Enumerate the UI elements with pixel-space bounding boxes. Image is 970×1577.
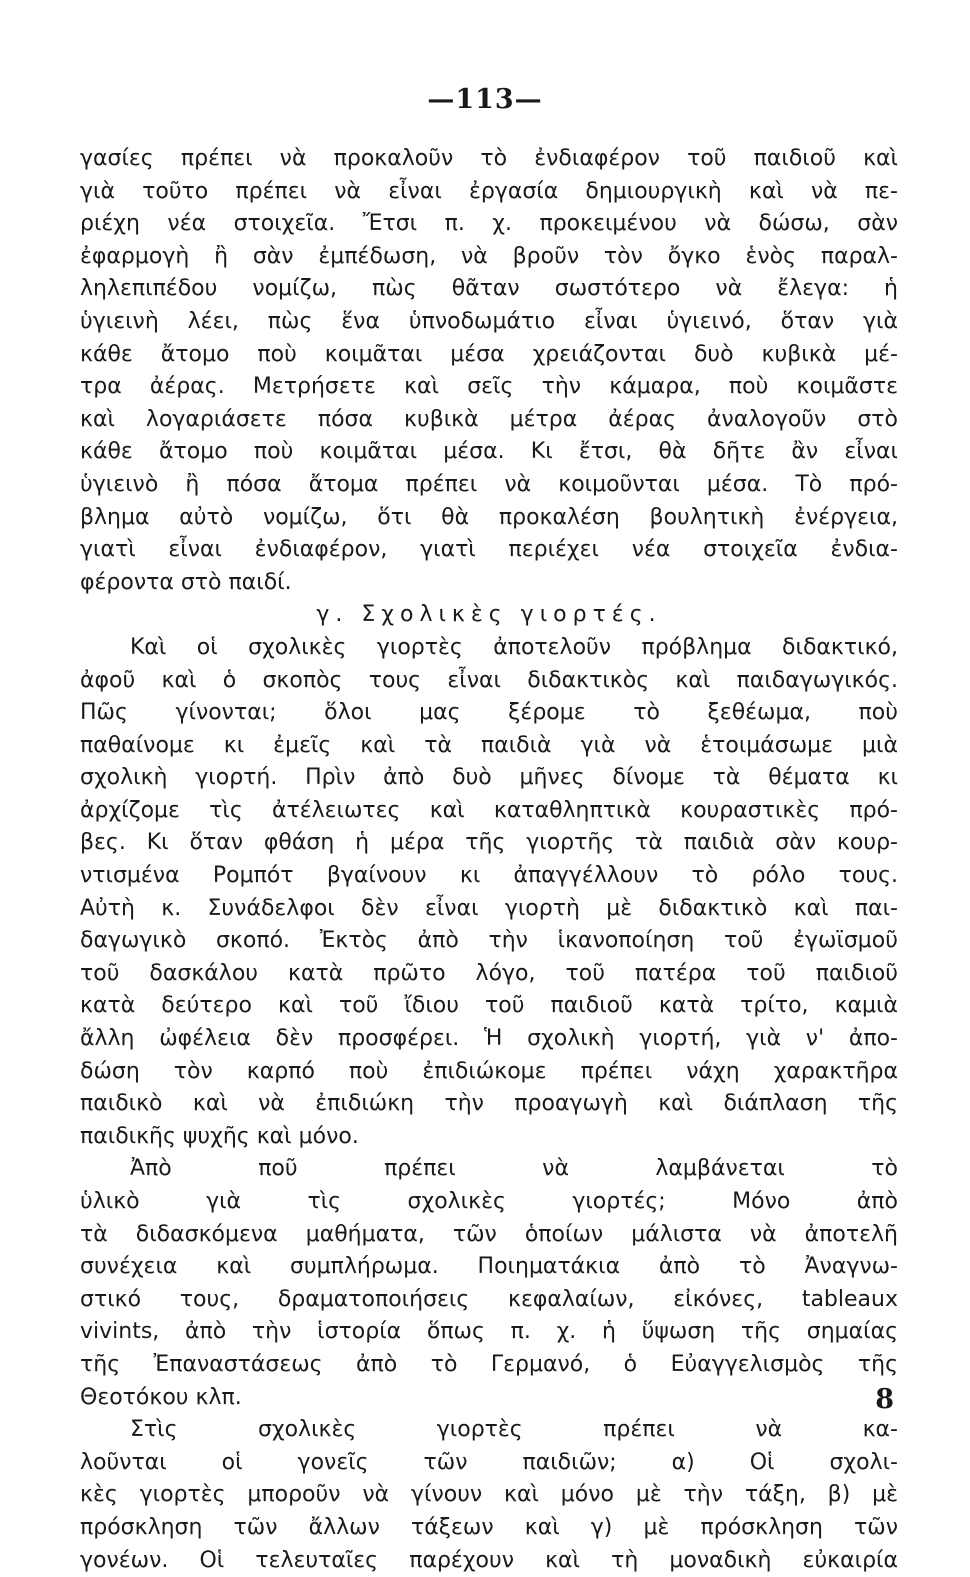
text-line: πρόσκληση τῶν ἄλλων τάξεων καὶ γ) μὲ πρόσκληση τῶν bbox=[80, 1514, 898, 1540]
text-line: συνέχεια καὶ συμπλήρωμα. Ποιηματάκια ἀπὸ τὸ Ἀναγνω- bbox=[80, 1254, 898, 1280]
text-line: γιὰ τοῦτο πρέπει νὰ εἶναι ἐργασία δημιουργικὴ καὶ νὰ πε- bbox=[80, 178, 898, 204]
text-line: κάθε ἄτομο ποὺ κοιμᾶται μέσα. Κι ἔτσι, θὰ δῆτε ἂν εἶναι bbox=[80, 439, 898, 465]
text-line: ντισμένα Ρομπότ βγαίνουν κι ἀπαγγέλλουν τὸ ρόλο τους. bbox=[80, 863, 898, 889]
text-line: ἀφοῦ καὶ ὁ σκοπὸς τους εἶναι διδακτικὸς καὶ παιδαγωγικός. bbox=[80, 667, 898, 693]
page-number: —113— bbox=[427, 84, 543, 115]
text-line: καὶ λογαριάσετε πόσα κυβικὰ μέτρα ἀέρας ἀναλογοῦν στὸ bbox=[80, 406, 898, 432]
text-line: σχολικὴ γιορτή. Πρὶν ἀπὸ δυὸ μῆνες δίνομε τὰ θέματα κι bbox=[80, 765, 898, 791]
text-line: ἄλλη ὠφέλεια δὲν προσφέρει. Ἡ σχολικὴ γιορτή, γιὰ ν' ἀπο- bbox=[80, 1026, 898, 1052]
text-line: γονέων. Οἱ τελευταῖες παρέχουν καὶ τὴ μοναδικὴ εὐκαιρία bbox=[80, 1547, 898, 1573]
text-line: βλημα αὐτὸ νομίζω, ὅτι θὰ προκαλέση βουλητικὴ ἐνέργεια, bbox=[80, 504, 898, 530]
text-line: τοῦ δασκάλου κατὰ πρῶτο λόγο, τοῦ πατέρα τοῦ παιδιοῦ bbox=[80, 960, 898, 986]
text-line: βες. Κι ὅταν φθάση ἡ μέρα τῆς γιορτῆς τὰ παιδιὰ σὰν κουρ- bbox=[80, 830, 898, 856]
text-line: Στὶς σχολικὲς γιορτὲς πρέπει νὰ κα- bbox=[130, 1417, 898, 1443]
text-line: τρα ἀέρας. Μετρήσετε καὶ σεῖς τὴν κάμαρα, ποὺ κοιμᾶστε bbox=[80, 374, 898, 400]
text-line: vivints, ἀπὸ τὴν ἱστορία ὅπως π. χ. ἡ ὕψωση τῆς σημαίας bbox=[80, 1319, 898, 1345]
text-line: γιατὶ εἶναι ἐνδιαφέρον, γιατὶ περιέχει νέα στοιχεῖα ἐνδια- bbox=[80, 537, 898, 563]
text-line: κὲς γιορτὲς μποροῦν νὰ γίνουν καὶ μόνο μὲ τὴν τάξη, β) μὲ bbox=[80, 1482, 898, 1508]
text-line: γασίες πρέπει νὰ προκαλοῦν τὸ ἐνδιαφέρον τοῦ παιδιοῦ καὶ bbox=[80, 146, 898, 171]
text-line: δώση τὸν καρπό ποὺ ἐπιδιώκομε πρέπει νάχη χαρακτῆρα bbox=[80, 1058, 898, 1084]
text-line: κάθε ἄτομο ποὺ κοιμᾶται μέσα χρειάζονται δυὸ κυβικὰ μέ- bbox=[80, 341, 898, 367]
body-text bbox=[80, 143, 898, 1577]
text-line: Ἀπὸ ποῦ πρέπει νὰ λαμβάνεται τὸ bbox=[130, 1156, 898, 1182]
text-line: Πῶς γίνονται; ὅλοι μας ξέρομε τὸ ξεθέωμα, ποὺ bbox=[80, 700, 898, 726]
text-line: παιδικῆς ψυχῆς καὶ μόνο. bbox=[80, 1123, 359, 1149]
signature-mark: 8 bbox=[875, 1384, 894, 1415]
section-heading: γ. Σχολικὲς γιορτές. bbox=[316, 602, 662, 628]
text-line: ληλεπιπέδου νομίζω, πὼς θᾶταν σωστότερο νὰ ἔλεγα: ἡ bbox=[80, 276, 898, 302]
text-line: φέροντα στὸ παιδί. bbox=[80, 569, 292, 595]
text-line: παιδικὸ καὶ νὰ ἐπιδιώκη τὴν προαγωγὴ καὶ διάπλαση τῆς bbox=[80, 1091, 898, 1117]
text-line: Αὐτὴ κ. Συνάδελφοι δὲν εἶναι γιορτὴ μὲ διδακτικὸ καὶ παι- bbox=[80, 895, 898, 921]
text-line: ἀρχίζομε τὶς ἀτέλειωτες καὶ καταθληπτικὰ κουραστικὲς πρό- bbox=[80, 797, 898, 823]
text-line: ὑγιεινὴ λέει, πὼς ἕνα ὑπνοδωμάτιο εἶναι ὑγιεινό, ὅταν γιὰ bbox=[80, 308, 898, 334]
text-line: κατὰ δεύτερο καὶ τοῦ ἴδιου τοῦ παιδιοῦ κατὰ τρίτο, καμιὰ bbox=[80, 993, 898, 1019]
text-line: ριέχη νέα στοιχεῖα. Ἔτσι π. χ. προκειμένου νὰ δώσω, σὰν bbox=[80, 211, 898, 237]
text-line: δαγωγικὸ σκοπό. Ἐκτὸς ἀπὸ τὴν ἱκανοποίηση τοῦ ἐγωϊσμοῦ bbox=[80, 928, 898, 954]
text-line: ὑλικὸ γιὰ τὶς σχολικὲς γιορτές; Μόνο ἀπὸ bbox=[80, 1189, 898, 1214]
text-line: τὰ διδασκόμενα μαθήματα, τῶν ὁποίων μάλιστα νὰ ἀποτελῆ bbox=[80, 1221, 898, 1247]
text-line: τῆς Ἐπαναστάσεως ἀπὸ τὸ Γερμανό, ὁ Εὐαγγελισμὸς τῆς bbox=[80, 1351, 898, 1377]
text-line: Θεοτόκου κλπ. bbox=[80, 1384, 242, 1410]
text-line: ἐφαρμογὴ ἢ σὰν ἐμπέδωση, νὰ βροῦν τὸν ὄγκο ἑνὸς παραλ- bbox=[80, 243, 898, 269]
text-line: παθαίνομε κι ἐμεῖς καὶ τὰ παιδιὰ γιὰ νὰ ἑτοιμάσωμε μιὰ bbox=[80, 732, 898, 758]
text-line: ὑγιεινὸ ἢ πόσα ἄτομα πρέπει νὰ κοιμοῦνται μέσα. Τὸ πρό- bbox=[80, 471, 898, 497]
text-line: στικό τους, δραματοποιήσεις κεφαλαίων, εἰκόνες, tableaux bbox=[80, 1286, 898, 1312]
text-line: λοῦνται οἱ γονεῖς τῶν παιδιῶν; α) Οἱ σχολι- bbox=[80, 1449, 898, 1475]
text-line: Καὶ οἱ σχολικὲς γιορτὲς ἀποτελοῦν πρόβλημα διδακτικό, bbox=[130, 634, 898, 660]
